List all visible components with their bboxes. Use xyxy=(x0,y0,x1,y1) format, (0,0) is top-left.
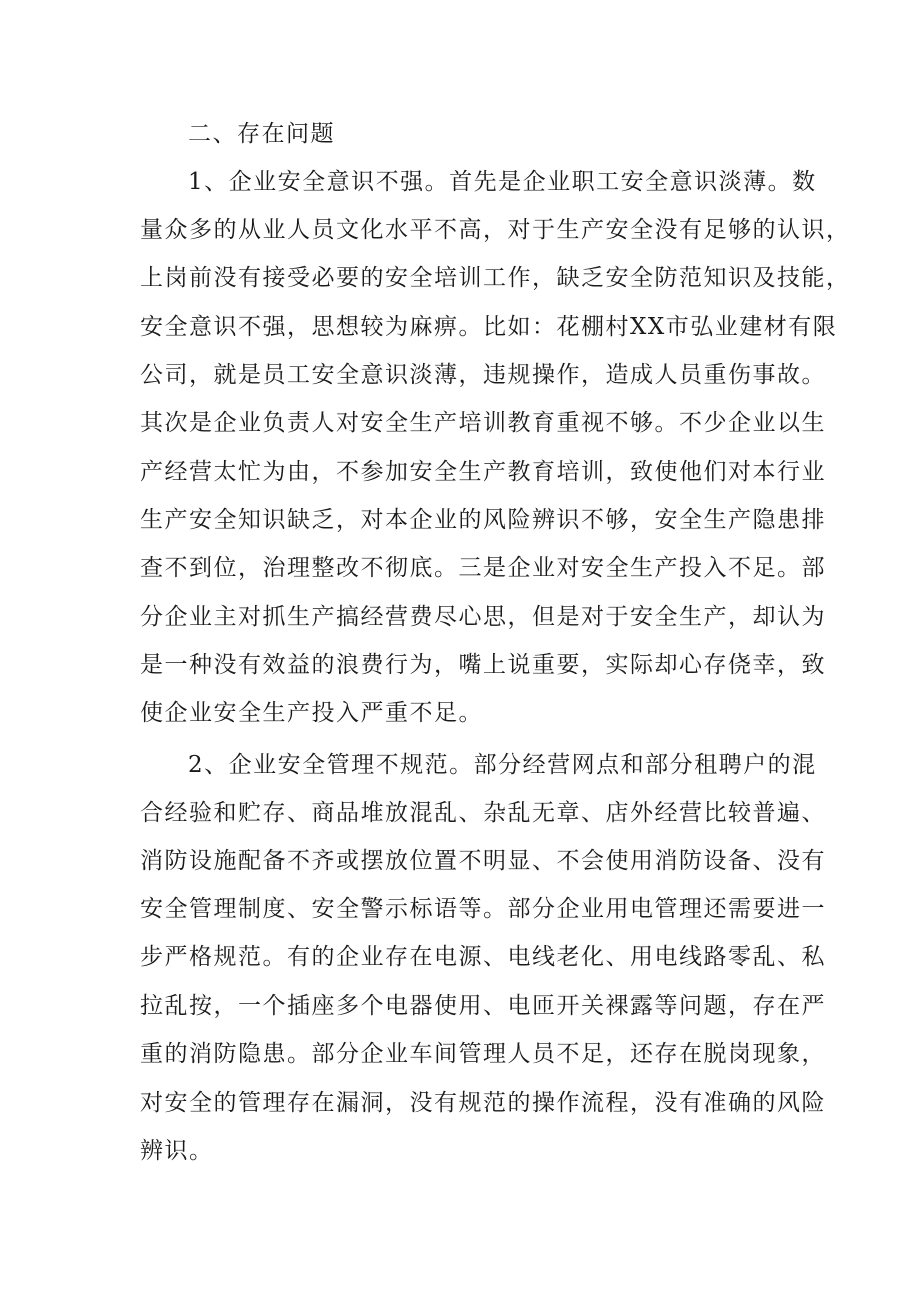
paragraph-line: 2、企业安全管理不规范。部分经营网点和部分租聘户的混 xyxy=(188,752,817,778)
section-heading: 二、存在问题 xyxy=(188,121,335,147)
paragraph-line: 1、企业安全意识不强。首先是企业职工安全意识淡薄。数 xyxy=(188,169,817,195)
paragraph-line: 分企业主对抓生产搞经营费尽心思，但是对于安全生产，却认为 xyxy=(140,604,826,630)
paragraph-line: 其次是企业负责人对安全生产培训教育重视不够。不少企业以生 xyxy=(140,410,826,436)
paragraph-line: 拉乱按，一个插座多个电器使用、电匝开关裸露等问题，存在严 xyxy=(140,993,826,1019)
paragraph-line: 量众多的从业人员文化水平不高，对于生产安全没有足够的认识， xyxy=(140,217,851,243)
paragraph-line: 上岗前没有接受必要的安全培训工作，缺乏安全防范知识及技能， xyxy=(140,265,851,291)
paragraph-line: 对安全的管理存在漏洞，没有规范的操作流程，没有准确的风险 xyxy=(140,1090,826,1116)
paragraph-line: 公司，就是员工安全意识淡薄，违规操作，造成人员重伤事故。 xyxy=(140,362,826,388)
paragraph-line: 重的消防隐患。部分企业车间管理人员不足，还存在脱岗现象， xyxy=(140,1041,826,1067)
paragraph-line: 步严格规范。有的企业存在电源、电线老化、用电线路零乱、私 xyxy=(140,944,826,970)
paragraph-line: 使企业安全生产投入严重不足。 xyxy=(140,700,483,726)
paragraph-line: 是一种没有效益的浪费行为，嘴上说重要，实际却心存侥幸，致 xyxy=(140,652,826,678)
paragraph-line: 产经营太忙为由，不参加安全生产教育培训，致使他们对本行业 xyxy=(140,459,826,485)
paragraph-line: 合经验和贮存、商品堆放混乱、杂乱无章、店外经营比较普遍、 xyxy=(140,800,826,826)
paragraph-line: 安全管理制度、安全警示标语等。部分企业用电管理还需要进一 xyxy=(140,896,826,922)
paragraph-line: 查不到位，治理整改不彻底。三是企业对安全生产投入不足。部 xyxy=(140,555,826,581)
paragraph-line: 辨识。 xyxy=(140,1138,214,1164)
paragraph-line: 安全意识不强，思想较为麻痹。比如：花棚村XX市弘业建材有限 xyxy=(140,314,838,340)
paragraph-line: 生产安全知识缺乏，对本企业的风险辨识不够，安全生产隐患排 xyxy=(140,507,826,533)
paragraph-line: 消防设施配备不齐或摆放位置不明显、不会使用消防设备、没有 xyxy=(140,848,826,874)
